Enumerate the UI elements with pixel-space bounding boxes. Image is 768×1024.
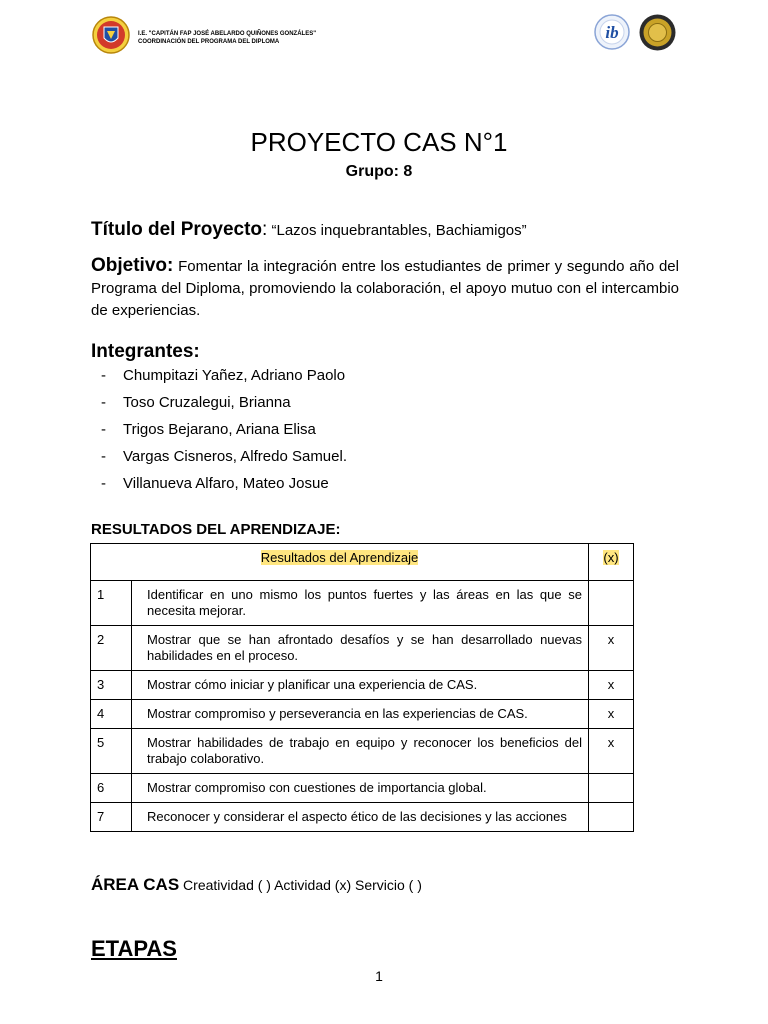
- table-row: [91, 581, 634, 626]
- row-mark: [589, 774, 634, 803]
- row-mark: x: [589, 729, 634, 774]
- row-number: 4: [91, 700, 132, 729]
- table-row: [91, 700, 634, 729]
- seal-icon: [639, 14, 676, 51]
- project-title: [91, 219, 681, 241]
- members-heading: Integrantes:: [91, 341, 200, 362]
- objective-paragraph: [91, 255, 679, 322]
- list-item: [91, 392, 347, 419]
- table-header-mark: (x): [589, 544, 634, 581]
- ib-logo-icon: [594, 14, 630, 50]
- table-row: [91, 671, 634, 700]
- ib-logo-text: ib: [605, 23, 619, 42]
- objective-label: Objetivo:: [91, 255, 174, 276]
- list-item: [91, 446, 347, 473]
- list-item: [91, 473, 347, 500]
- bullet: -: [101, 421, 106, 438]
- row-mark: x: [589, 700, 634, 729]
- cas-area: [91, 875, 422, 895]
- row-mark: [589, 803, 634, 832]
- institution-name: [138, 30, 316, 46]
- row-mark: x: [589, 626, 634, 671]
- row-mark: x: [589, 671, 634, 700]
- row-description: Mostrar habilidades de trabajo en equipo y reconocer los beneficios del trabajo colaborativo.: [132, 729, 589, 774]
- bullet: -: [101, 475, 106, 492]
- table-row: [91, 803, 634, 832]
- row-number: 3: [91, 671, 132, 700]
- row-description: Reconocer y considerar el aspecto ético de las decisiones y las acciones: [132, 803, 589, 832]
- row-number: 1: [91, 581, 132, 626]
- row-description: Mostrar cómo iniciar y planificar una experiencia de CAS.: [132, 671, 589, 700]
- bullet: -: [101, 448, 106, 465]
- list-item: [91, 365, 347, 392]
- etapas-heading: ETAPAS: [91, 936, 177, 961]
- bullet: -: [101, 367, 106, 384]
- row-number: 7: [91, 803, 132, 832]
- table-row: [91, 626, 634, 671]
- institution-line-2: COORDINACIÓN DEL PROGRAMA DEL DIPLOMA: [138, 39, 280, 45]
- objective-text: Fomentar la integración entre los estudiantes de primer y segundo año del Programa del Diploma, promoviendo la colaboración, el apoyo mutuo con el intercambio de experiencias.: [91, 258, 679, 319]
- cas-area-value: Creatividad ( ) Actividad (x) Servicio ( ): [179, 877, 422, 893]
- row-number: 2: [91, 626, 132, 671]
- document-header: [0, 14, 768, 58]
- row-number: 5: [91, 729, 132, 774]
- page-number: 1: [375, 968, 383, 984]
- member-name: Trigos Bejarano, Ariana Elisa: [123, 421, 316, 438]
- cas-area-label: ÁREA CAS: [91, 875, 180, 894]
- group-label: Grupo: 8: [345, 163, 413, 180]
- results-heading: RESULTADOS DEL APRENDIZAJE:: [91, 521, 341, 538]
- project-title-value: “Lazos inquebrantables, Bachiamigos”: [267, 222, 527, 239]
- row-description: Identificar en uno mismo los puntos fuertes y las áreas en las que se necesita mejorar.: [132, 581, 589, 626]
- row-description: Mostrar compromiso y perseverancia en las experiencias de CAS.: [132, 700, 589, 729]
- table-header-label: Resultados del Aprendizaje: [91, 544, 589, 581]
- table-row: [91, 729, 634, 774]
- row-number: 6: [91, 774, 132, 803]
- page-title: PROYECTO CAS N°1: [250, 127, 508, 157]
- project-title-label: Título del Proyecto: [91, 219, 263, 240]
- member-name: Chumpitazi Yañez, Adriano Paolo: [123, 367, 346, 384]
- member-name: Vargas Cisneros, Alfredo Samuel.: [123, 448, 347, 465]
- table-row: [91, 774, 634, 803]
- row-description: Mostrar compromiso con cuestiones de importancia global.: [132, 774, 589, 803]
- project-title-colon: :: [262, 219, 268, 240]
- bullet: -: [101, 394, 106, 411]
- row-mark: [589, 581, 634, 626]
- member-name: Villanueva Alfaro, Mateo Josue: [123, 475, 329, 492]
- row-description: Mostrar que se han afrontado desafíos y se han desarrollado nuevas habilidades en el proceso.: [132, 626, 589, 671]
- members-list: [91, 365, 347, 500]
- results-table: [90, 543, 634, 832]
- member-name: Toso Cruzalegui, Brianna: [123, 394, 291, 411]
- institution-line-1: I.E. "CAPITÁN FAP JOSÉ ABELARDO QUIÑONES GONZÁLES": [138, 31, 317, 37]
- school-crest-icon: [92, 16, 130, 54]
- table-header-row: [91, 544, 634, 581]
- list-item: [91, 419, 347, 446]
